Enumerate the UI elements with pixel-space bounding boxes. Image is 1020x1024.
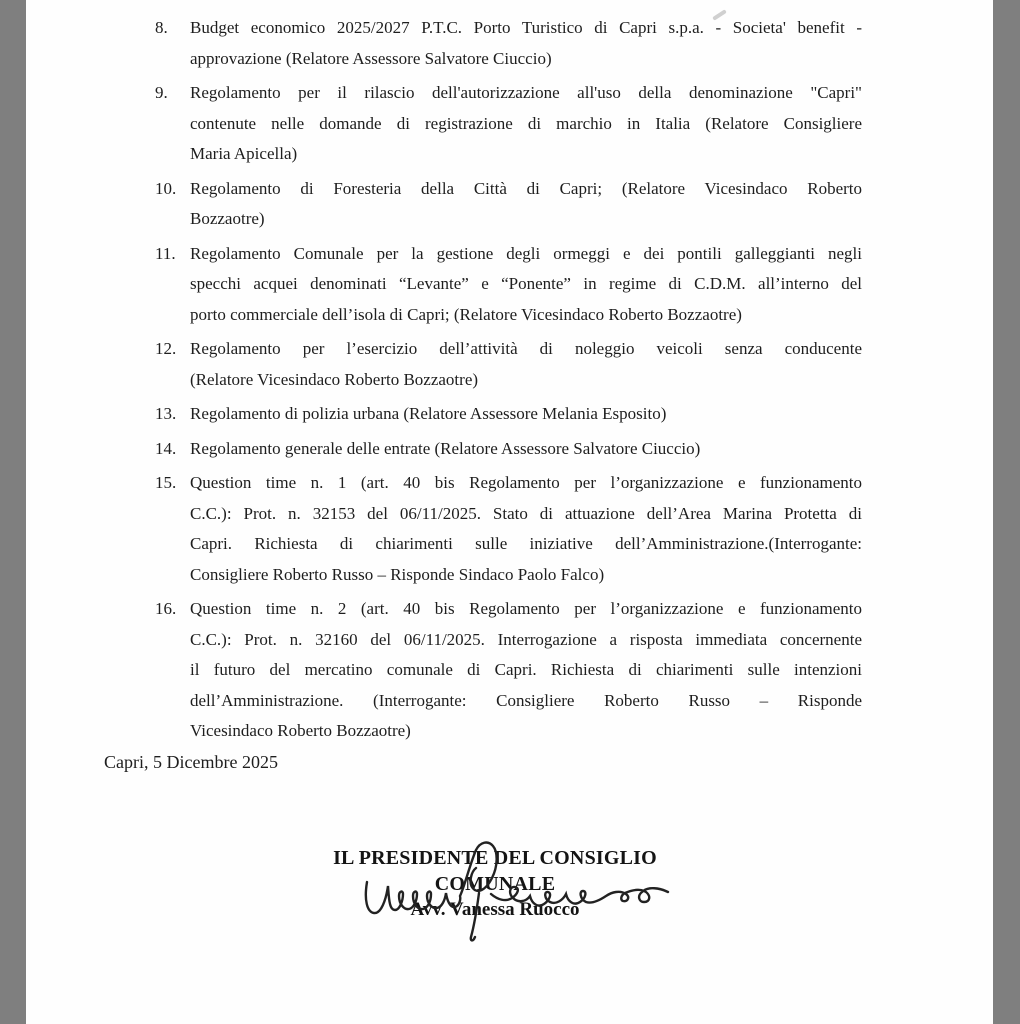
handwritten-signature-icon: [358, 838, 678, 953]
agenda-list: [155, 13, 862, 751]
agenda-item-line: Regolamento di polizia urbana (Relatore Assessore Melania Esposito): [190, 404, 667, 423]
dateline: Capri, 5 Dicembre 2025: [104, 752, 278, 772]
agenda-item-number: 9.: [155, 83, 168, 102]
agenda-item-line: porto commerciale dell’isola di Capri; (Relatore Vicesindaco Roberto Bozzaotre): [190, 304, 742, 324]
scanner-edge-bar-right: [993, 0, 1020, 1024]
agenda-item-line: C.C.): Prot. n. 32153 del 06/11/2025. Stato di attuazione dell’Area Marina Protetta di: [190, 503, 862, 523]
agenda-item-number: 11.: [155, 243, 176, 263]
agenda-item-number: 8.: [155, 18, 168, 37]
agenda-item-line: Question time n. 2 (art. 40 bis Regolamento per l’organizzazione e funzionamento: [190, 599, 862, 618]
signatory-name: Avv. Vanessa Ruocco: [410, 899, 580, 920]
agenda-item-line: Budget economico 2025/2027 P.T.C. Porto Turistico di Capri s.p.a. - Societa' benefit -: [190, 18, 862, 37]
agenda-item-line: Regolamento di Foresteria della Città di Capri; (Relatore Vicesindaco Roberto: [190, 178, 862, 198]
agenda-item-number: 14.: [155, 438, 177, 458]
agenda-item: [155, 334, 862, 395]
agenda-item-line: contenute nelle domande di registrazione di marchio in Italia (Relatore Consigliere: [190, 113, 862, 133]
agenda-item-line: Maria Apicella): [190, 144, 298, 163]
agenda-item-line: Vicesindaco Roberto Bozzaotre): [190, 721, 411, 740]
agenda-item: [155, 399, 862, 430]
agenda-item-line: Bozzaotre): [190, 209, 265, 228]
agenda-item-line: il futuro del mercatino comunale di Capri. Richiesta di chiarimenti sulle intenzioni: [190, 660, 862, 679]
agenda-item-line: Question time n. 1 (art. 40 bis Regolamento per l’organizzazione e funzionamento: [190, 473, 862, 492]
agenda-item: [155, 174, 862, 235]
agenda-item-line: dell’Amministrazione. (Interrogante: Consigliere Roberto Russo – Risponde: [190, 690, 862, 710]
agenda-item-text: [190, 399, 862, 430]
agenda-item-line: Regolamento Comunale per la gestione degli ormeggi e dei pontili galleggianti negli: [190, 243, 862, 263]
agenda-item-line: (Relatore Vicesindaco Roberto Bozzaotre): [190, 369, 479, 389]
agenda-item-line: C.C.): Prot. n. 32160 del 06/11/2025. Interrogazione a risposta immediata concernente: [190, 629, 862, 649]
agenda-item-line: specchi acquei denominati “Levante” e “Ponente” in regime di C.D.M. all’interno del: [190, 274, 862, 293]
agenda-item: [155, 239, 862, 331]
agenda-item-line: approvazione (Relatore Assessore Salvatore Ciuccio): [190, 48, 552, 68]
agenda-item-number: 13.: [155, 404, 177, 423]
agenda-item-text: [190, 334, 862, 395]
agenda-item-number: 16.: [155, 599, 177, 618]
agenda-item-line: Capri. Richiesta di chiarimenti sulle iniziative dell’Amministrazione.(Interrogante:: [190, 534, 862, 553]
agenda-item-line: Regolamento generale delle entrate (Relatore Assessore Salvatore Ciuccio): [190, 438, 701, 458]
agenda-item-number: 12.: [155, 339, 177, 358]
agenda-item: [155, 594, 862, 747]
agenda-item-text: [190, 239, 862, 331]
agenda-item-text: [190, 434, 862, 465]
agenda-item: [155, 434, 862, 465]
agenda-item-line: Consigliere Roberto Russo – Risponde Sindaco Paolo Falco): [190, 564, 605, 584]
signature-title: IL PRESIDENTE DEL CONSIGLIO COMUNALE: [333, 847, 657, 895]
agenda-item-text: [190, 468, 862, 590]
agenda-item-text: [190, 13, 862, 74]
scanner-edge-bar-left: [0, 0, 26, 1024]
agenda-item: [155, 13, 862, 74]
agenda-item-text: [190, 594, 862, 747]
agenda-item-line: Regolamento per l’esercizio dell’attività di noleggio veicoli senza conducente: [190, 339, 862, 358]
agenda-item-line: Regolamento per il rilascio dell'autorizzazione all'uso della denominazione "Capri": [190, 83, 862, 102]
agenda-item-number: 10.: [155, 178, 177, 198]
agenda-item: [155, 468, 862, 590]
agenda-item-text: [190, 174, 862, 235]
agenda-item-number: 15.: [155, 473, 177, 492]
agenda-item: [155, 78, 862, 170]
agenda-item-text: [190, 78, 862, 170]
